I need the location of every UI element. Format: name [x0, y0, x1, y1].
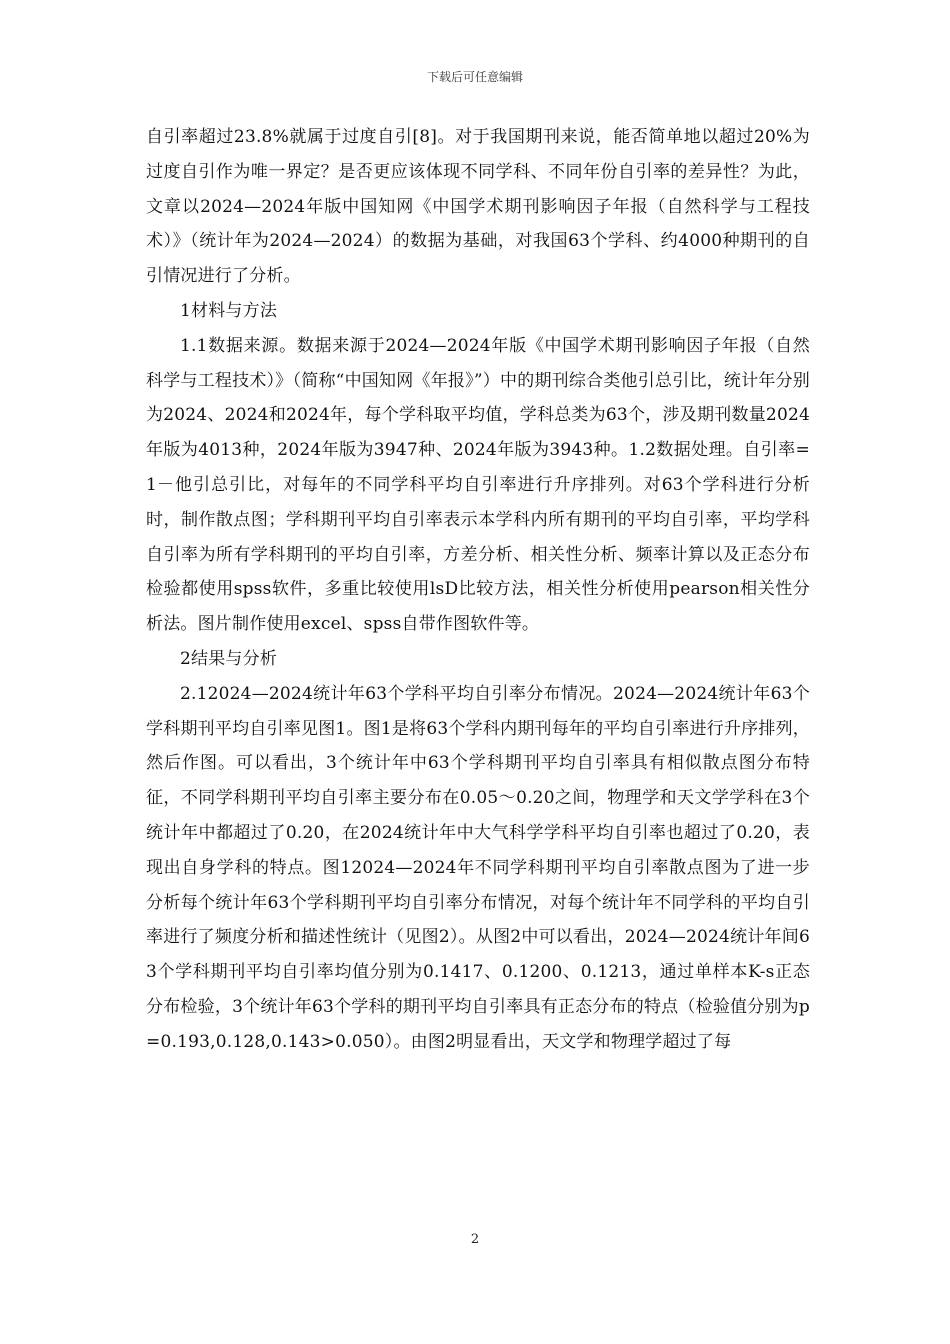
- section-heading-results: 2结果与分析: [180, 648, 278, 669]
- paragraph-data-source: 1.1数据来源。数据来源于2024—2024年版《中国学术期刊影响因子年报（自然科学与工程技术）》（简称“中国知网《年报》”）中的期刊综合类他引总引比，统计年分别为2024、2024和2024年，每个学科取平均值，学科总类为63个，涉及期刊数量2024年版为4013种，2024年版为3947种、2024年版为3943种。1.2数据处理。自引率=1－他引总引比，对每年的不同学科平均自引率进行升序排列。对63个学科进行分析时，制作散点图；学科期刊平均自引率表示本学科内所有期刊的平均自引率，平均学科自引率为所有学科期刊的平均自引率，方差分析、相关性分析、频率计算以及正态分布检验都使用spss软件，多重比较使用lsD比较方法，相关性分析使用pearson相关性分析法。图片制作使用excel、spss自带作图软件等。: [146, 335, 810, 635]
- page-header: 下载后可任意编辑: [426, 70, 523, 84]
- paragraph-intro: 自引率超过23.8%就属于过度自引[8]。对于我国期刊来说，能否简单地以超过20%为过度自引作为唯一界定？是否更应该体现不同学科、不同年份自引率的差异性？为此，文章以2024—2024年版中国知网《中国学术期刊影响因子年报（自然科学与工程技术）》（统计年为2024—2024）的数据为基础，对我国63个学科、约4000种期刊的自引情况进行了分析。: [146, 127, 810, 287]
- section-heading-materials-methods: 1材料与方法: [180, 300, 278, 321]
- page-number: 2: [470, 1232, 480, 1247]
- document-body: [146, 120, 810, 1060]
- paragraph-results: 2.12024—2024统计年63个学科平均自引率分布情况。2024—2024统计年63个学科期刊平均自引率见图1。图1是将63个学科内期刊每年的平均自引率进行升序排列，然后作图。可以看出，3个统计年中63个学科期刊平均自引率具有相似散点图分布特征，不同学科期刊平均自引率主要分布在0.05～0.20之间，物理学和天文学学科在3个统计年中都超过了0.20，在2024统计年中大气科学学科平均自引率也超过了0.20，表现出自身学科的特点。图12024—2024年不同学科期刊平均自引率散点图为了进一步分析每个统计年63个学科期刊平均自引率分布情况，对每个统计年不同学科的平均自引率进行了频度分析和描述性统计（见图2）。从图2中可以看出，2024—2024统计年间63个学科期刊平均自引率均值分别为0.1417、0.1200、0.1213，通过单样本K-s正态分布检验，3个统计年63个学科的期刊平均自引率具有正态分布的特点（检验值分别为p=0.193,0.128,0.143>0.050）。由图2明显看出，天文学和物理学超过了每: [146, 683, 810, 1052]
